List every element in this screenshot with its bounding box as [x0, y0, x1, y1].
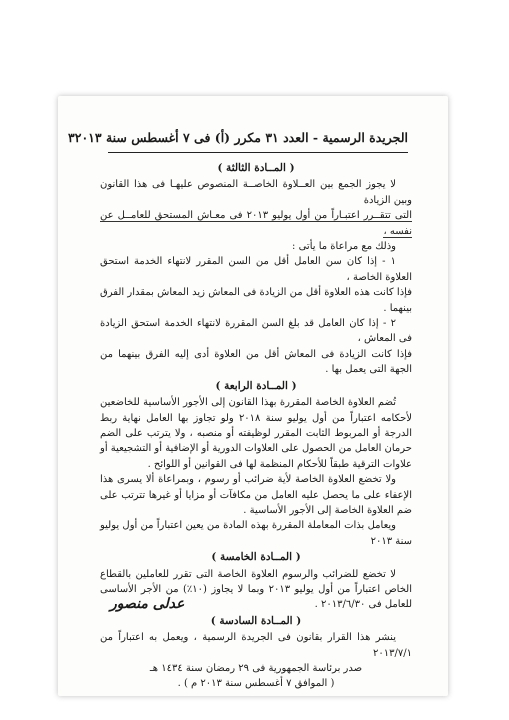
article-6-heading: ( المــادة السادسة ) [210, 614, 302, 627]
document-body [100, 160, 412, 692]
article-4-para-1: تُضم العلاوة الخاصة المقررة بهذا القانون إلى الأجور الأساسية للخاضعين لأحكامه اعتباراً من أول يوليو سنة ٢٠١٨ ولو تجاوز بها العامل نهاية ربط الدرجة أو المربوط الثابت المقرر لوظيفته أو منصبه ، ولا يترتب على الضم حرمان العامل من الحصول على العلاوات الدورية أو الإضافية أو التشجيعية أو علاوات الترقية طبقاً للأحكام المنظمة لها فى القوانين أو اللوائح . [100, 397, 412, 470]
article-3-item-2b: فإذا كانت الزيادة فى المعاش أقل من العلاوة أدى إليه الفرق بينهما من الجهة التى يعمل بها . [100, 348, 412, 376]
article-3-para-3: وذلك مع مراعاة ما يأتى : [292, 241, 396, 253]
article-4-para-2: ولا تخضع العلاوة الخاصة لأية ضرائب أو رسوم ، وبمراعاة ألا يسرى هذا الإعفاء على ما يحصل عليه العامل من مكافآت أو مزايا أو غيرها تترتب على ضم العلاوة الخاصة إلى الأجور الأساسية . [100, 474, 412, 516]
issue-date: صدر برئاسة الجمهورية فى ٢٩ رمضان سنة ١٤٣٤ هـ [149, 663, 363, 674]
article-5-heading: ( المــادة الخامسة ) [211, 551, 301, 564]
header-rule [108, 152, 408, 153]
article-3-para-2-underlined: التى تتقــرر اعتبـاراً من أول يوليو ٢٠١٣ فى معـاش المستحق للعامــل عن نفسه ، [100, 210, 413, 237]
article-3-item-1a: ١ - إذا كان سن العامل أقل من السن المقرر لانتهاء الخدمة استحق العلاوة الخاصة ، [100, 256, 412, 283]
page-number: ٣ [68, 130, 75, 145]
article-3-item-1b: فإذا كانت هذه العلاوة أقل من الزيادة فى المعاش زيد المعاش بمقدار الفرق بينهما . [100, 287, 412, 314]
gazette-title: الجريدة الرسمية - العدد ٣١ مكرر (أ) فى ٧ أغسطس سنة ٢٠١٣ [74, 130, 408, 145]
article-4-para-3: ويعامل بذات المعاملة المقررة بهذه المادة من يعين اعتباراً من أول يوليو سنة ٢٠١٣ [100, 520, 412, 547]
article-3-para-2 [100, 208, 412, 239]
article-5-para-1: لا تخضع للضرائب والرسوم العلاوة الخاصة التى تقرر للعاملين بالقطاع الخاص اعتباراً من أول يوليو ٢٠١٣ وبما لا يجاوز (١٠٪) من الأجر الأساسى للعامل فى ٢٠١٣/٦/٣٠ . [100, 568, 412, 611]
article-3-heading: ( المــادة الثالثة ) [217, 162, 295, 174]
article-6-para-1: ينشر هذا القرار بقانون فى الجريدة الرسمية ، ويعمل به اعتباراً من ٢٠١٣/٧/١ [100, 632, 412, 659]
article-3-para-1: لا يجوز الجمع بين العــلاوة الخاصــة المنصوص عليهـا فى هذا القانون وبين الزيادة [100, 179, 412, 206]
article-4-heading: ( المــادة الرابعة ) [215, 379, 297, 392]
corresponding-date: ( الموافق ٧ أغسطس سنة ٢٠١٣ م ) . [177, 678, 335, 690]
signature: عدلى منصور [110, 596, 185, 612]
article-3-item-2a: ٢ - إذا كان العامل قد بلغ السن المقررة لانتهاء الخدمة استحق الزيادة فى المعاش ، [100, 318, 412, 345]
page-header [68, 130, 408, 145]
